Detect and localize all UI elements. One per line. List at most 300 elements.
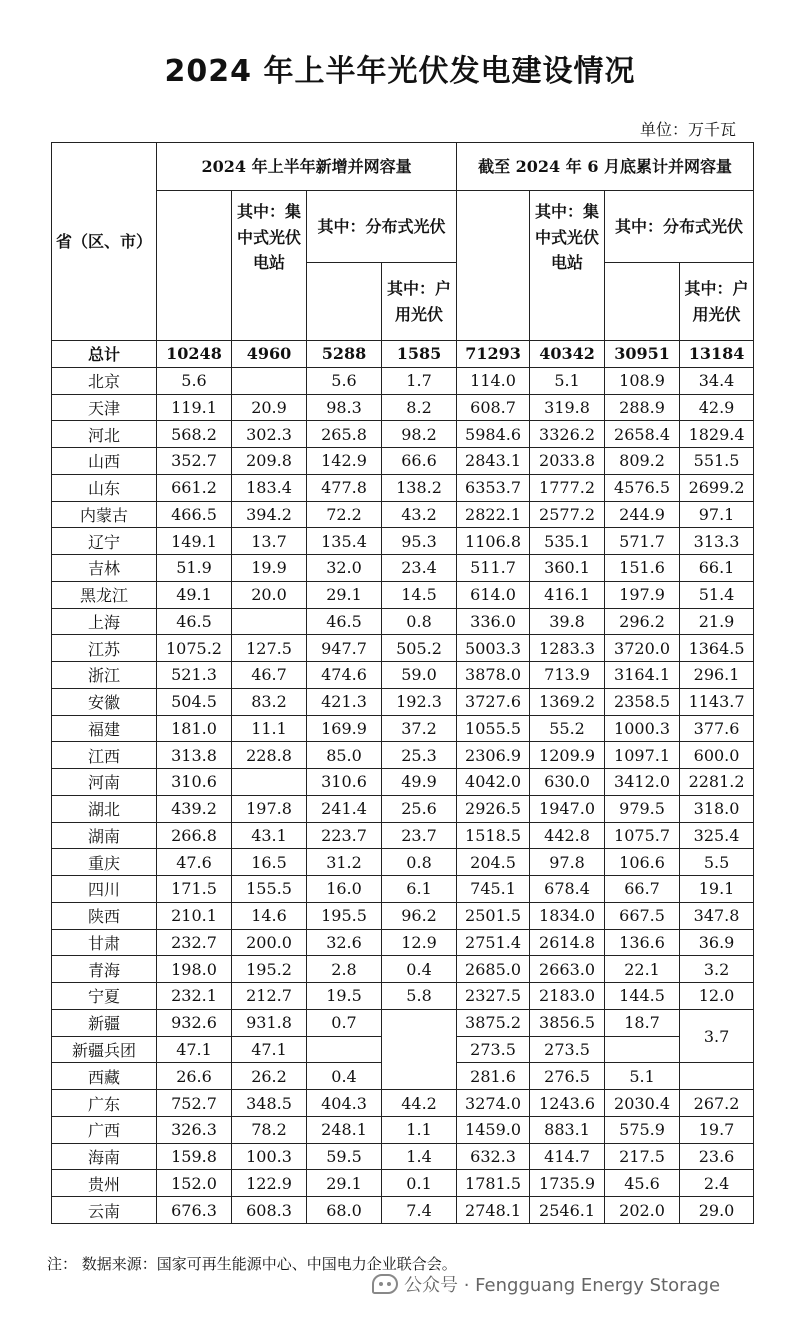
page-title: 2024 年上半年光伏发电建设情况 [164,54,636,89]
capacity-table [51,142,754,1224]
cell: 2751.4 [457,929,530,956]
province-name: 云南 [52,1197,157,1224]
cell: 571.7 [605,528,680,555]
cell [232,608,307,635]
cell: 1097.1 [605,742,680,769]
province-name: 安徽 [52,688,157,715]
cell: 348.5 [232,1090,307,1117]
header-cum-centralized: 其中：集中式光伏电站 [530,191,605,341]
table-row [52,876,754,903]
table-row [52,1009,754,1036]
cell: 3164.1 [605,662,680,689]
cell: 6353.7 [457,474,530,501]
table-row [52,1170,754,1197]
cell: 1459.0 [457,1116,530,1143]
cell: 210.1 [157,902,232,929]
cell: 46.7 [232,662,307,689]
cell: 313.3 [680,528,754,555]
cell: 23.4 [382,555,457,582]
cell: 1075.7 [605,822,680,849]
cell: 600.0 [680,742,754,769]
cell: 14.5 [382,581,457,608]
cell: 0.7 [307,1009,382,1036]
cell: 106.6 [605,849,680,876]
cell: 614.0 [457,581,530,608]
cell: 325.4 [680,822,754,849]
cell: 2614.8 [530,929,605,956]
cell: 12.9 [382,929,457,956]
cell: 273.5 [530,1036,605,1063]
province-name: 甘肃 [52,929,157,956]
table-row [52,769,754,796]
cell: 3856.5 [530,1009,605,1036]
cell: 267.2 [680,1090,754,1117]
cell: 2327.5 [457,983,530,1010]
cell: 19.7 [680,1116,754,1143]
cell: 630.0 [530,769,605,796]
cell: 0.8 [382,849,457,876]
cell: 11.1 [232,715,307,742]
cell [232,367,307,394]
cell: 1243.6 [530,1090,605,1117]
cell: 197.9 [605,581,680,608]
cell: 151.6 [605,555,680,582]
cell: 16.5 [232,849,307,876]
cell: 43.1 [232,822,307,849]
cell: 51.9 [157,555,232,582]
cell: 1829.4 [680,421,754,448]
cell: 40342 [530,341,605,368]
cell: 310.6 [157,769,232,796]
cell: 202.0 [605,1197,680,1224]
cell: 466.5 [157,501,232,528]
cell: 59.0 [382,662,457,689]
province-name: 江西 [52,742,157,769]
cell: 209.8 [232,448,307,475]
cell: 0.4 [307,1063,382,1090]
cell: 122.9 [232,1170,307,1197]
table-row [52,983,754,1010]
cell: 5.6 [307,367,382,394]
cell: 5.6 [157,367,232,394]
cell: 2358.5 [605,688,680,715]
cell: 979.5 [605,795,680,822]
cell: 241.4 [307,795,382,822]
cell: 5984.6 [457,421,530,448]
table-row [52,501,754,528]
province-name: 西藏 [52,1063,157,1090]
cell: 296.1 [680,662,754,689]
cell: 319.8 [530,394,605,421]
cell: 632.3 [457,1143,530,1170]
province-name: 福建 [52,715,157,742]
cell: 66.7 [605,876,680,903]
cell: 144.5 [605,983,680,1010]
cell: 505.2 [382,635,457,662]
cell: 931.8 [232,1009,307,1036]
cell: 55.2 [530,715,605,742]
cell: 26.2 [232,1063,307,1090]
cell: 12.0 [680,983,754,1010]
cell: 0.4 [382,956,457,983]
cell: 23.7 [382,822,457,849]
cell: 138.2 [382,474,457,501]
cell: 49.9 [382,769,457,796]
table-row [52,474,754,501]
cell: 97.1 [680,501,754,528]
province-name: 广西 [52,1116,157,1143]
cell: 4960 [232,341,307,368]
cell: 192.3 [382,688,457,715]
cell: 1209.9 [530,742,605,769]
table-row [52,555,754,582]
table-row [52,688,754,715]
cell: 95.3 [382,528,457,555]
cell: 3412.0 [605,769,680,796]
cell: 114.0 [457,367,530,394]
province-name: 北京 [52,367,157,394]
province-name: 黑龙江 [52,581,157,608]
cell: 45.6 [605,1170,680,1197]
cell: 809.2 [605,448,680,475]
cell: 13.7 [232,528,307,555]
province-name: 总计 [52,341,157,368]
unit-label: 单位：万千瓦 [639,120,736,139]
cell: 159.8 [157,1143,232,1170]
cell: 288.9 [605,394,680,421]
cell: 152.0 [157,1170,232,1197]
header-cumulative-capacity: 截至 2024 年 6 月底累计并网容量 [457,143,754,191]
cell [605,1036,680,1063]
cell: 31.2 [307,849,382,876]
cell: 228.8 [232,742,307,769]
cell: 100.3 [232,1143,307,1170]
cell [232,769,307,796]
cell: 25.3 [382,742,457,769]
table-row [52,662,754,689]
cell: 18.7 [605,1009,680,1036]
cell: 26.6 [157,1063,232,1090]
cell: 302.3 [232,421,307,448]
cell: 155.5 [232,876,307,903]
cell: 142.9 [307,448,382,475]
cell: 352.7 [157,448,232,475]
cell: 16.0 [307,876,382,903]
table-row [52,528,754,555]
wechat-icon [372,1274,398,1294]
cell: 36.9 [680,929,754,956]
cell: 947.7 [307,635,382,662]
cell: 42.9 [680,394,754,421]
cell: 1364.5 [680,635,754,662]
cell: 0.1 [382,1170,457,1197]
table-row [52,902,754,929]
cell: 745.1 [457,876,530,903]
cell: 3274.0 [457,1090,530,1117]
cell: 2699.2 [680,474,754,501]
cell: 20.9 [232,394,307,421]
cell: 3878.0 [457,662,530,689]
cell: 2501.5 [457,902,530,929]
header-province: 省（区、市） [52,143,157,341]
cell: 394.2 [232,501,307,528]
table-row [52,1116,754,1143]
cell: 1.4 [382,1143,457,1170]
table-row [52,849,754,876]
cell: 0.8 [382,608,457,635]
cell: 136.6 [605,929,680,956]
cell: 2306.9 [457,742,530,769]
cell: 29.0 [680,1197,754,1224]
cell: 1.7 [382,367,457,394]
cell: 313.8 [157,742,232,769]
province-name: 湖北 [52,795,157,822]
cell: 667.5 [605,902,680,929]
cell: 1283.3 [530,635,605,662]
watermark-text: 公众号 · Fengguang Energy Storage [404,1275,721,1296]
cell: 71293 [457,341,530,368]
cell: 2183.0 [530,983,605,1010]
cell: 1106.8 [457,528,530,555]
province-name: 江苏 [52,635,157,662]
table-row [52,394,754,421]
cell: 5.1 [530,367,605,394]
cell: 13184 [680,341,754,368]
cell: 83.2 [232,688,307,715]
cell: 46.5 [157,608,232,635]
cell: 1143.7 [680,688,754,715]
table-row [52,956,754,983]
cell: 360.1 [530,555,605,582]
cell: 2030.4 [605,1090,680,1117]
cell: 108.9 [605,367,680,394]
cell: 336.0 [457,608,530,635]
table-row [52,795,754,822]
province-name: 内蒙古 [52,501,157,528]
cell: 1075.2 [157,635,232,662]
province-name: 吉林 [52,555,157,582]
province-name: 贵州 [52,1170,157,1197]
cell: 68.0 [307,1197,382,1224]
cell: 3720.0 [605,635,680,662]
cell: 752.7 [157,1090,232,1117]
cell: 1000.3 [605,715,680,742]
header-new-centralized: 其中：集中式光伏电站 [232,191,307,341]
cell: 2033.8 [530,448,605,475]
cell: 223.7 [307,822,382,849]
province-name: 山东 [52,474,157,501]
table-body-tail [52,1090,754,1224]
cell: 85.0 [307,742,382,769]
cell: 10248 [157,341,232,368]
cell: 5003.3 [457,635,530,662]
cell: 416.1 [530,581,605,608]
cell: 377.6 [680,715,754,742]
header-cum-distributed: 其中：分布式光伏 [605,191,754,263]
cell: 1777.2 [530,474,605,501]
province-name: 陕西 [52,902,157,929]
province-name: 广东 [52,1090,157,1117]
cell: 266.8 [157,822,232,849]
cell: 66.1 [680,555,754,582]
table-row [52,581,754,608]
cell: 883.1 [530,1116,605,1143]
cell: 1518.5 [457,822,530,849]
cell: 29.1 [307,581,382,608]
source-note: 注： 数据来源：国家可再生能源中心、中国电力企业联合会。 [47,1255,457,1273]
cell: 2281.2 [680,769,754,796]
cell: 204.5 [457,849,530,876]
cell-merged-household: 3.7 [680,1009,754,1063]
cell: 59.5 [307,1143,382,1170]
cell: 22.1 [605,956,680,983]
cell: 127.5 [232,635,307,662]
cell: 14.6 [232,902,307,929]
cell: 25.6 [382,795,457,822]
cell: 932.6 [157,1009,232,1036]
table-row [52,421,754,448]
cell: 1735.9 [530,1170,605,1197]
cell: 135.4 [307,528,382,555]
cell: 608.3 [232,1197,307,1224]
cell: 72.2 [307,501,382,528]
header-new-distributed-total [307,263,382,341]
cell: 281.6 [457,1063,530,1090]
cell: 575.9 [605,1116,680,1143]
cell: 5288 [307,341,382,368]
cell: 183.4 [232,474,307,501]
cell: 1055.5 [457,715,530,742]
cell: 676.3 [157,1197,232,1224]
cell: 2577.2 [530,501,605,528]
table-row [52,448,754,475]
cell: 2926.5 [457,795,530,822]
cell: 521.3 [157,662,232,689]
cell: 232.1 [157,983,232,1010]
cell: 1585 [382,341,457,368]
cell: 1781.5 [457,1170,530,1197]
province-name: 海南 [52,1143,157,1170]
province-name: 河南 [52,769,157,796]
cell: 30951 [605,341,680,368]
cell: 232.7 [157,929,232,956]
province-name: 青海 [52,956,157,983]
province-name: 宁夏 [52,983,157,1010]
cell: 511.7 [457,555,530,582]
header-new-capacity: 2024 年上半年新增并网容量 [157,143,457,191]
cell: 273.5 [457,1036,530,1063]
table-row [52,1143,754,1170]
province-name: 河北 [52,421,157,448]
cell: 474.6 [307,662,382,689]
cell: 8.2 [382,394,457,421]
cell: 49.1 [157,581,232,608]
table-row [52,367,754,394]
cell: 6.1 [382,876,457,903]
cell: 608.7 [457,394,530,421]
cell: 2546.1 [530,1197,605,1224]
header-new-distributed: 其中：分布式光伏 [307,191,457,263]
cell: 195.2 [232,956,307,983]
cell: 98.3 [307,394,382,421]
cell: 43.2 [382,501,457,528]
cell: 2843.1 [457,448,530,475]
cell: 5.5 [680,849,754,876]
cell: 212.7 [232,983,307,1010]
cell: 439.2 [157,795,232,822]
cell [680,1063,754,1090]
watermark [372,1271,720,1297]
province-name: 山西 [52,448,157,475]
cell: 198.0 [157,956,232,983]
cell: 66.6 [382,448,457,475]
table-row [52,1090,754,1117]
cell: 2663.0 [530,956,605,983]
cell [307,1036,382,1063]
cell: 2685.0 [457,956,530,983]
table-row [52,715,754,742]
cell: 217.5 [605,1143,680,1170]
province-name: 新疆兵团 [52,1036,157,1063]
header-cum-total [457,191,530,341]
cell: 276.5 [530,1063,605,1090]
cell: 3326.2 [530,421,605,448]
table-body-special [52,1009,754,1089]
cell: 169.9 [307,715,382,742]
cell: 551.5 [680,448,754,475]
cell: 661.2 [157,474,232,501]
cell: 2.4 [680,1170,754,1197]
cell: 97.8 [530,849,605,876]
cell: 32.0 [307,555,382,582]
cell: 7.4 [382,1197,457,1224]
cell: 3727.6 [457,688,530,715]
cell: 1369.2 [530,688,605,715]
cell: 19.1 [680,876,754,903]
cell-empty-merged [382,1009,457,1089]
cell: 44.2 [382,1090,457,1117]
cell: 47.1 [232,1036,307,1063]
cell: 3.2 [680,956,754,983]
cell: 20.0 [232,581,307,608]
table-row [52,929,754,956]
cell: 3875.2 [457,1009,530,1036]
cell: 98.2 [382,421,457,448]
province-name: 天津 [52,394,157,421]
cell: 32.6 [307,929,382,956]
cell: 535.1 [530,528,605,555]
cell: 504.5 [157,688,232,715]
table-row [52,1197,754,1224]
province-name: 四川 [52,876,157,903]
cell: 2822.1 [457,501,530,528]
header-new-household: 其中：户用光伏 [382,263,457,341]
cell: 149.1 [157,528,232,555]
cell: 200.0 [232,929,307,956]
cell: 197.8 [232,795,307,822]
cell: 47.6 [157,849,232,876]
table-row [52,341,754,368]
province-name: 辽宁 [52,528,157,555]
cell: 23.6 [680,1143,754,1170]
cell: 96.2 [382,902,457,929]
cell: 119.1 [157,394,232,421]
province-name: 湖南 [52,822,157,849]
header-cum-household: 其中：户用光伏 [680,263,754,341]
cell: 195.5 [307,902,382,929]
cell: 34.4 [680,367,754,394]
header-new-total [157,191,232,341]
